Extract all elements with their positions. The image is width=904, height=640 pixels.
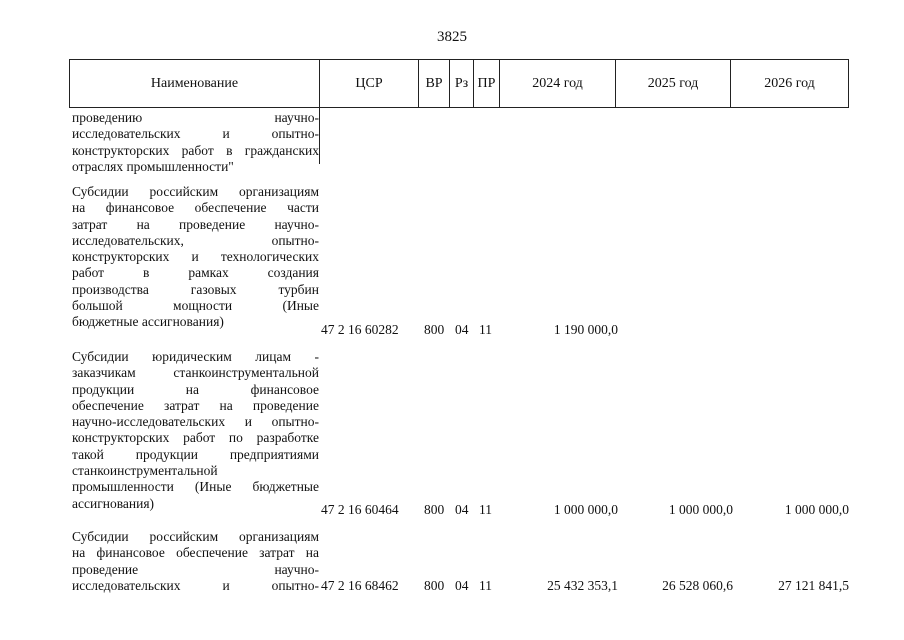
row-name-line: работ в рамках создания (72, 265, 319, 281)
row-name-line: Субсидии российским организациям (72, 184, 319, 199)
row-name-line: затрат на проведение научно- (72, 216, 319, 232)
header-csr: ЦСР (320, 60, 419, 107)
table-header (69, 59, 849, 108)
column-divider (319, 108, 320, 164)
row-name-line: исследовательских, опытно- (72, 232, 319, 248)
row-name (72, 184, 319, 331)
row-2025: 26 528 060,6 (662, 578, 733, 593)
row-2026: 27 121 841,5 (778, 578, 849, 593)
row-name (72, 110, 319, 175)
row-pr: 11 (479, 322, 492, 337)
row-2026: 1 000 000,0 (784, 502, 849, 517)
header-rz: Рз (450, 60, 474, 107)
row-name-line: продукции на финансовое (72, 381, 319, 397)
row-2024: 1 190 000,0 (553, 322, 618, 337)
row-2024: 1 000 000,0 (553, 502, 618, 517)
row-rz: 04 (455, 502, 469, 517)
row-name-line: промышленности (Иные бюджетные (72, 479, 319, 495)
row-name-line: научно-исследовательских и опытно- (72, 414, 319, 430)
row-name-line: обеспечение затрат на проведение (72, 397, 319, 413)
row-name-line: бюджетные ассигнования) (72, 314, 224, 330)
row-name-line: исследовательских и опытно- (72, 577, 319, 593)
row-name-line: конструкторских работ в гражданских (72, 142, 319, 158)
row-name-line: Субсидии юридическим лицам - (72, 349, 319, 364)
header-2024: 2024 год (500, 60, 616, 107)
row-name-line: отраслях промышленности" (72, 158, 234, 174)
row-csr: 47 2 16 68462 (321, 578, 399, 593)
row-2025: 1 000 000,0 (668, 502, 733, 517)
row-name-line: исследовательских и опытно- (72, 126, 319, 142)
row-name (72, 529, 319, 594)
row-name-line: такой продукции предприятиями (72, 446, 319, 462)
row-name (72, 349, 319, 512)
row-vr: 800 (424, 502, 445, 517)
row-csr: 47 2 16 60464 (321, 502, 399, 517)
page-number: 3825 (437, 29, 467, 45)
header-vr: ВР (419, 60, 450, 107)
row-name-line: Субсидии российским организациям (72, 529, 319, 544)
row-vr: 800 (424, 578, 445, 593)
row-pr: 11 (479, 578, 492, 593)
row-vr: 800 (424, 322, 445, 337)
row-rz: 04 (455, 578, 469, 593)
row-name-line: проведение научно- (72, 561, 319, 577)
row-pr: 11 (479, 502, 492, 517)
row-name-line: на финансовое обеспечение затрат на (72, 545, 319, 561)
row-name-line: конструкторских и технологических (72, 249, 319, 265)
row-csr: 47 2 16 60282 (321, 322, 399, 337)
row-name-line: конструкторских работ по разработке (72, 430, 319, 446)
row-name-line: большой мощности (Иные (72, 298, 319, 314)
row-rz: 04 (455, 322, 469, 337)
row-name-line: на финансовое обеспечение части (72, 200, 319, 216)
header-pr: ПР (474, 60, 500, 107)
header-2026: 2026 год (764, 75, 815, 91)
header-name: Наименование (70, 60, 320, 107)
row-name-line: станкоинструментальной (72, 463, 218, 479)
row-name-line: проведению научно- (72, 110, 319, 125)
row-name-line: производства газовых турбин (72, 281, 319, 297)
row-name-line: заказчикам станкоинструментальной (72, 365, 319, 381)
header-2025: 2025 год (616, 60, 731, 107)
row-name-line: ассигнования) (72, 495, 155, 511)
row-2024: 25 432 353,1 (547, 578, 618, 593)
